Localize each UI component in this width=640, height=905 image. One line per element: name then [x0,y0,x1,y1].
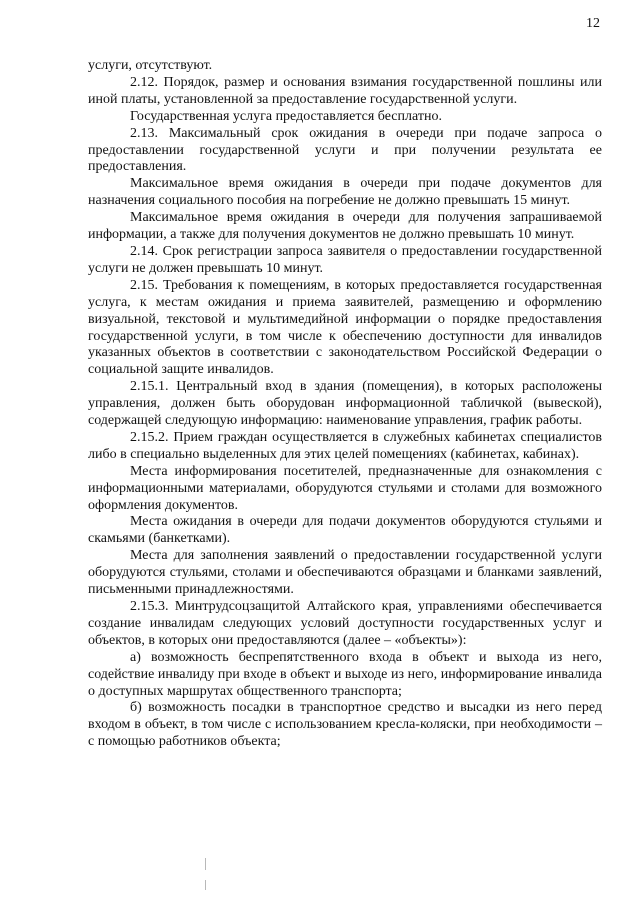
paragraph-2-12: 2.12. Порядок, размер и основания взимания государственной пошлины или иной платы, установленной за предоставление государственной услуги. [88,74,602,107]
paragraph-2-14: 2.14. Срок регистрации запроса заявителя о предоставлении государственной услуги не должен превышать 10 минут. [88,243,602,276]
document-body [88,58,602,751]
paragraph-2-15: 2.15. Требования к помещениям, в которых предоставляется государственная услуга, к местам ожидания и приема заявителей, размещению и оформлению визуальной, текстовой и мультимедийной информации о порядке предоставления государственной услуги, в том числе к обеспечению доступности для инвалидов указанных объектов в соответствии с законодательством Российской Федерации о социальной защите инвалидов. [88,277,602,378]
paragraph-wait-burial-allowance: Максимальное время ожидания в очереди при подаче документов для назначения социального пособия на погребение не должно превышать 15 минут. [88,176,602,209]
paragraph-wait-info: Максимальное время ожидания в очереди для получения запрашиваемой информации, а также для получения документов не должно превышать 10 минут. [88,210,602,243]
paragraph-waiting-places: Места ожидания в очереди для подачи документов оборудуются стульями и скамьями (банкетками). [88,514,602,547]
paragraph-item-b: б) возможность посадки в транспортное средство и высадки из него перед входом в объект, в том числе с использованием кресла-коляски, при необходимости – с помощью работников объекта; [88,700,602,750]
paragraph-filling-places: Места для заполнения заявлений о предоставлении государственной услуги оборудуются стульями, столами и обеспечиваются образцами и бланками заявлений, письменными принадлежностями. [88,548,602,598]
page-number: 12 [586,16,600,31]
paragraph-item-a: а) возможность беспрепятственного входа в объект и выхода из него, содействие инвалиду при входе в объект и выходе из него, информирование инвалида о доступных маршрутах общественного транспорта; [88,649,602,699]
paragraph-2-15-1: 2.15.1. Центральный вход в здания (помещения), в которых расположены управления, должен быть оборудован информационной табличкой (вывеской), содержащей следующую информацию: наименование управления, график работы. [88,379,602,429]
paragraph-2-13: 2.13. Максимальный срок ожидания в очереди при подаче запроса о предоставлении государственной услуги и при получении результата ее предоставления. [88,125,602,175]
scan-artifact-line [205,880,206,890]
paragraph-2-15-2: 2.15.2. Прием граждан осуществляется в служебных кабинетах специалистов либо в специально выделенных для этих целей помещениях (кабинетах, кабинах). [88,429,602,462]
paragraph-free-service: Государственная услуга предоставляется бесплатно. [130,108,442,124]
scan-artifact-line [205,858,206,870]
paragraph-2-15-3: 2.15.3. Минтрудсоцзащитой Алтайского края, управлениями обеспечивается создание инвалидам следующих условий доступности государственных услуг и объектов, в которых они предоставляются (далее – «объекты»): [88,599,602,648]
paragraph-services-absent: услуги, отсутствуют. [88,58,213,73]
paragraph-info-places: Места информирования посетителей, предназначенные для ознакомления с информационными материалами, оборудуются стульями и столами для возможного оформления документов. [88,463,602,513]
